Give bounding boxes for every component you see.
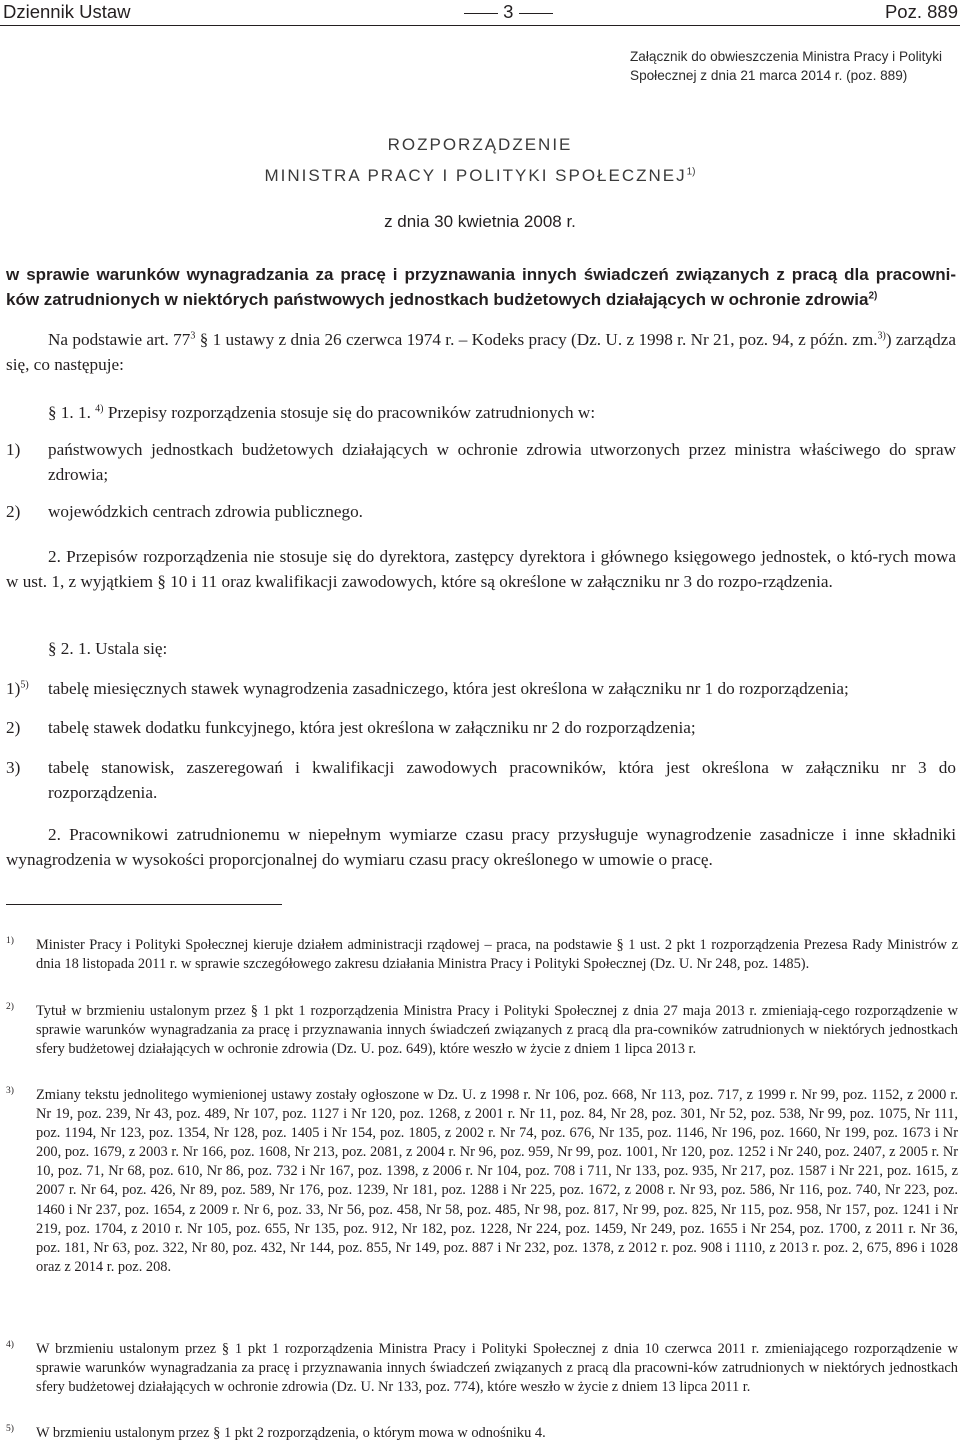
subject-line-1: w sprawie warunków wynagradzania za pracę i przyznawania innych świadczeń związanych z pracą dla pracowni- <box>6 265 956 284</box>
journal-name: Dziennik Ustaw <box>3 1 131 22</box>
document-subject <box>6 262 956 312</box>
document-type: ROZPORZĄDZENIE <box>387 135 573 154</box>
page-number <box>464 1 553 23</box>
footnote-number: 1) <box>6 936 14 946</box>
list-item-number-text: 1) <box>6 679 21 698</box>
list-item-text: państwowych jednostkach budżetowych działających w ochronie zdrowia utworzonych przez ministra właściwego do spraw zdrowia; <box>48 440 956 484</box>
footnote-number: 3) <box>6 1086 14 1096</box>
list-item-number: 2) <box>6 502 21 521</box>
footnote-ref-1: 1) <box>686 166 696 178</box>
footnote-text: W brzmieniu ustalonym przez § 1 pkt 1 rozporządzenia Ministra Pracy i Polityki Społecznej z dnia 10 czerwca 2011 r. zmieniającego rozporządzenie w sprawie warunków wynagradzania za pracę i przyznawania innych świadczeń związanych z pracą dla pracowni-ków zatrudnionych w niektórych jednostkach sfery budżetowej działających w ochronie zdrowia (Dz. U. Nr 133, poz. 774), które weszło w życie z dniem 13 lipca 2011 r. <box>36 1341 958 1396</box>
footnote-number: 5) <box>6 1424 14 1434</box>
paragraph-2-point-2: 2. Pracownikowi zatrudnionemu w niepełnym wymiarze czasu pracy przysługuje wynagrodzenie zasadnicze i inne składniki wynagrodzenia w wysokości proporcjonalnej do wymiaru czasu pracy określonego w umowie o pracę. <box>6 825 956 869</box>
document-date: z dnia 30 kwietnia 2008 r. <box>384 212 576 231</box>
page-number-value: 3 <box>503 1 514 22</box>
footnote-text: W brzmieniu ustalonym przez § 1 pkt 2 rozporządzenia, o którym mowa w odnośniku 4. <box>36 1425 546 1441</box>
footnote-number: 4) <box>6 1340 14 1350</box>
footnote-text: Tytuł w brzmieniu ustalonym przez § 1 pkt 1 rozporządzenia Ministra Pracy i Polityki Społecznej z dnia 27 maja 2013 r. zmieniają-cego rozporządzenie w sprawie warunków wynagradzania za pracę i przyznawania innych świadczeń związanych z pracą dla pra-cowników zatrudnionych w niektórych jednostkach sfery budżetowej działających w ochronie zdrowia (Dz. U. poz. 649), które weszło w życie z dniem 1 lipca 2013 r. <box>36 1003 958 1058</box>
list-item-text: tabelę miesięcznych stawek wynagrodzenia zasadniczego, która jest określona w załączniku nr 1 do rozporządzenia; <box>48 679 849 698</box>
paragraph-1-point-1 <box>6 400 956 425</box>
annex-note: Załącznik do obwieszczenia Ministra Pracy i Polityki Społecznej z dnia 21 marca 2014 r. (poz. 889) <box>630 49 943 83</box>
paragraph-1-point-2-text-a: 2. Przepisów rozporządzenia nie stosuje się do dyrektora, zastępcy dyrektora i głównego księgowego jednostek, o któ-rych mowa w ust. 1, z wyjątkiem <box>6 547 956 591</box>
footnote-text: Zmiany tekstu jednolitego wymienionej ustawy zostały ogłoszone w Dz. U. z 1998 r. Nr 106, poz. 668, Nr 113, poz. 717, z 1999 r. Nr 99, poz. 1152, z 2000 r. Nr 19, poz. 239, Nr 43, poz. 489, Nr 107, poz. 1127 i Nr 120, poz. 1268, z 2001 r. Nr 11, poz. 84, Nr 28, poz. 301, Nr 52, poz. 538, Nr 99, poz. 1075, Nr 111, poz. 1194, Nr 123, poz. 1354, Nr 128, poz. 1405 i Nr 154, poz. 1805, z 2002 r. Nr 74, poz. 676, Nr 135, poz. 1146, Nr 196, poz. 1660, Nr 199, poz. 1673 i Nr 200, poz. 1679, z 2003 r. Nr 166, poz. 1608, Nr 213, poz. 2081, z 2004 r. Nr 96, poz. 959, Nr 99, poz. 1001, Nr 120, poz. 1252 i Nr 240, poz. 2407, z 2005 r. Nr 10, poz. 71, Nr 68, poz. 610, Nr 86, poz. 732 i Nr 167, poz. 1398, z 2006 r. Nr 104, poz. 708 i 711, Nr 133, poz. 935, Nr 217, poz. 1587 i Nr 221, poz. 1615, z 2007 r. Nr 64, poz. 426, Nr 89, poz. 589, Nr 176, poz. 1239, Nr 181, poz. 1288 i Nr 225, poz. 1672, z 2008 r. Nr 93, poz. 586, Nr 116, poz. 740, Nr 223, poz. 1460 i Nr 237, poz. 1654, z 2009 r. Nr 6, poz. 33, Nr 56, poz. 458, Nr 58, poz. 485, Nr 98, poz. 817, Nr 99, poz. 825, Nr 115, poz. 958, Nr 157, poz. 1241 i Nr 219, poz. 1704, z 2010 r. Nr 105, poz. 655, Nr 135, poz. 912, Nr 182, poz. 1228, Nr 224, poz. 1459, Nr 249, poz. 1655 i Nr 254, poz. 1700, z 2011 r. Nr 36, poz. 181, Nr 63, poz. 322, Nr 80, poz. 432, Nr 144, poz. 855, Nr 149, poz. 887 i Nr 232, poz. 1378, z 2012 r. poz. 908 i 1110, z 2013 r. poz. 2, 675, 896 i 1028 oraz z 2014 r. poz. 208. <box>36 1087 958 1275</box>
paragraph-1-point-2-text-b: 10 i 11 oraz kwalifikacji zawodowych, które są określone w załączniku nr 3 do rozpo-rządzenia. <box>170 572 833 591</box>
subject-line-2 <box>6 287 956 312</box>
subject-line-2-text: ków zatrudnionych w niektórych państwowych jednostkach budżetowych działających w ochronie zdrowia <box>6 290 869 309</box>
preamble-text-b: 1 ustawy z dnia 26 czerwca 1974 r. – Kodeks pracy (Dz. U. z 1998 r. Nr 21, poz. 94, z późn. zm. <box>212 330 878 349</box>
position-number: Poz. 889 <box>884 1 958 22</box>
footnote-ref-5: 5) <box>20 679 29 691</box>
paragraph-2-heading: 2. 1. Ustala się: <box>60 639 168 658</box>
section-sign: § <box>157 572 166 591</box>
footnote-ref-4: 4) <box>95 403 104 415</box>
list-item-text: tabelę stanowisk, zaszeregowań i kwalifikacji zawodowych pracowników, która jest określona w załączniku nr 3 do rozporządzenia. <box>48 758 956 802</box>
list-item-text: wojewódzkich centrach zdrowia publicznego. <box>48 502 363 521</box>
paragraph-1-point-2 <box>6 544 956 594</box>
section-sign: § <box>199 330 209 349</box>
footnote-divider <box>6 904 282 905</box>
paragraph-1-text: Przepisy rozporządzenia stosuje się do pracowników zatrudnionych w: <box>107 403 596 422</box>
footnote-number: 2) <box>6 1002 14 1012</box>
running-header <box>0 0 960 24</box>
preamble <box>6 327 956 377</box>
paragraph-1-heading: 1. 1. <box>60 403 91 422</box>
preamble-text-a: Na podstawie art. 77 <box>48 330 191 349</box>
list-item-number: 3) <box>6 758 21 777</box>
header-divider <box>0 25 960 26</box>
article-superscript: 3 <box>190 330 196 342</box>
paragraph-2-point-1 <box>6 636 956 661</box>
footnote-text: Minister Pracy i Polityki Społecznej kieruje działem administracji rządowej – praca, na podstawie § 1 ust. 2 pkt 1 rozporządzenia Prezesa Rady Ministrów z dnia 18 listopada 2011 r. w sprawie szczegółowego zakresu działania Ministra Pracy i Polityki Społecznej (Dz. U. Nr 248, poz. 1485). <box>36 937 958 973</box>
section-sign: § <box>48 403 57 422</box>
section-sign: § <box>48 639 57 658</box>
footnote-ref-2: 2) <box>868 290 878 302</box>
list-item-text: tabelę stawek dodatku funkcyjnego, która jest określona w załączniku nr 2 do rozporządzenia; <box>48 718 696 737</box>
footnote-ref-3: 3) <box>877 330 886 342</box>
issuing-authority-text: MINISTRA PRACY I POLITYKI SPOŁECZNEJ <box>264 166 687 185</box>
list-item-number: 1) <box>6 440 21 459</box>
list-item-number: 2) <box>6 718 21 737</box>
list-item-number <box>6 676 29 701</box>
issuing-authority <box>0 166 960 186</box>
preamble-text-c: ) zarządza się, co następuje: <box>6 330 956 374</box>
